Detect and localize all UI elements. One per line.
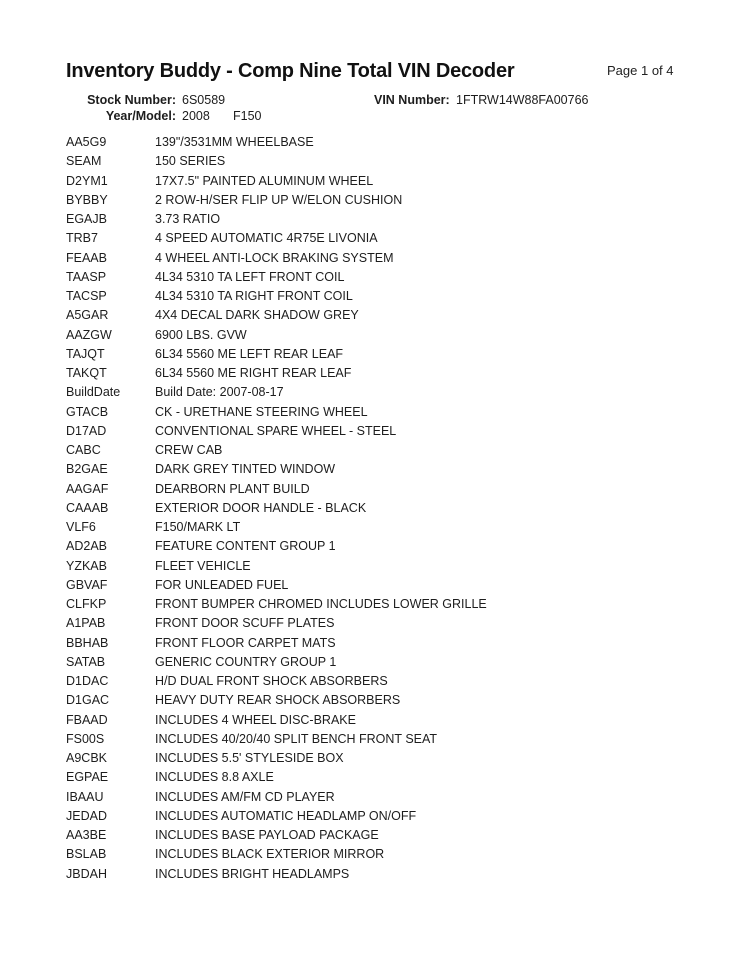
option-row (66, 826, 706, 845)
option-code: CLFKP (66, 597, 107, 611)
option-description: FOR UNLEADED FUEL (155, 577, 289, 592)
option-description: INCLUDES 5.5' STYLESIDE BOX (155, 751, 344, 765)
page-indicator: Page 1 of 4 (607, 63, 674, 78)
option-row (66, 730, 706, 749)
option-row (66, 749, 706, 768)
option-row (66, 152, 706, 171)
option-code: TAKQT (66, 366, 107, 380)
option-row (66, 345, 706, 364)
option-description: INCLUDES 4 WHEEL DISC-BRAKE (155, 712, 356, 727)
option-description: FRONT BUMPER CHROMED INCLUDES LOWER GRILLE (155, 597, 487, 611)
option-row (66, 326, 706, 345)
option-description: F150/MARK LT (155, 520, 241, 534)
option-row (66, 537, 706, 556)
option-description: 6900 LBS. GVW (155, 327, 247, 342)
option-description: CK - URETHANE STEERING WHEEL (155, 404, 368, 419)
option-row (66, 422, 706, 441)
option-row (66, 557, 706, 576)
option-code: EGAJB (66, 212, 107, 226)
option-description: 2 ROW-H/SER FLIP UP W/ELON CUSHION (155, 192, 403, 207)
option-codes-list (66, 133, 706, 884)
option-row (66, 518, 706, 537)
option-row (66, 364, 706, 383)
option-code: TAJQT (66, 346, 105, 361)
option-row (66, 403, 706, 422)
option-code: TACSP (66, 289, 107, 303)
option-code: JBDAH (66, 866, 107, 881)
option-row (66, 711, 706, 730)
option-description: FRONT DOOR SCUFF PLATES (155, 616, 335, 631)
option-row (66, 807, 706, 826)
option-description: INCLUDES BASE PAYLOAD PACKAGE (155, 828, 379, 842)
option-row (66, 634, 706, 653)
option-description: INCLUDES BLACK EXTERIOR MIRROR (155, 847, 385, 862)
option-row (66, 768, 706, 787)
option-row (66, 499, 706, 518)
option-description: CONVENTIONAL SPARE WHEEL - STEEL (155, 423, 397, 438)
option-code: SEAM (66, 154, 102, 169)
option-code: GBVAF (66, 577, 108, 592)
option-description: HEAVY DUTY REAR SHOCK ABSORBERS (155, 693, 401, 708)
option-row (66, 133, 706, 152)
option-description: 4X4 DECAL DARK SHADOW GREY (155, 308, 359, 323)
option-description: FLEET VEHICLE (155, 558, 251, 573)
option-code: VLF6 (66, 520, 96, 534)
option-row (66, 249, 706, 268)
option-row (66, 191, 706, 210)
option-code: AA5G9 (66, 135, 107, 149)
option-row (66, 172, 706, 191)
year-value: 2008 (182, 109, 210, 123)
option-row (66, 229, 706, 248)
option-description: 6L34 5560 ME LEFT REAR LEAF (155, 346, 344, 361)
option-row (66, 788, 706, 807)
option-code: CABC (66, 443, 101, 457)
option-description: FRONT FLOOR CARPET MATS (155, 635, 336, 650)
option-row (66, 576, 706, 595)
option-code: FEAAB (66, 250, 107, 265)
option-description: INCLUDES BRIGHT HEADLAMPS (155, 866, 350, 881)
option-description: 4L34 5310 TA RIGHT FRONT COIL (155, 289, 353, 303)
option-description: INCLUDES AUTOMATIC HEADLAMP ON/OFF (155, 808, 417, 823)
option-description: INCLUDES AM/FM CD PLAYER (155, 789, 335, 804)
option-row (66, 306, 706, 325)
option-row (66, 210, 706, 229)
option-code: D1DAC (66, 674, 109, 688)
option-code: BSLAB (66, 847, 107, 862)
option-description: Build Date: 2007-08-17 (155, 385, 284, 400)
option-description: CREW CAB (155, 443, 223, 457)
option-code: AD2AB (66, 539, 107, 554)
option-row (66, 691, 706, 710)
option-code: FBAAD (66, 712, 108, 727)
option-code: A5GAR (66, 308, 109, 323)
option-code: FS00S (66, 731, 105, 746)
option-code: GTACB (66, 404, 109, 419)
option-code: BBHAB (66, 635, 109, 650)
option-code: TAASP (66, 269, 107, 284)
option-code: SATAB (66, 654, 106, 669)
option-description: 150 SERIES (155, 154, 226, 169)
option-row (66, 865, 706, 884)
option-row (66, 480, 706, 499)
option-description: H/D DUAL FRONT SHOCK ABSORBERS (155, 674, 388, 688)
option-row (66, 672, 706, 691)
option-description: 17X7.5" PAINTED ALUMINUM WHEEL (155, 173, 374, 188)
option-code: AAZGW (66, 327, 112, 342)
option-row (66, 287, 706, 306)
stock-number-label: Stock Number: (87, 93, 176, 107)
option-row (66, 268, 706, 287)
option-description: FEATURE CONTENT GROUP 1 (155, 539, 336, 554)
stock-number-value: 6S0589 (182, 93, 226, 107)
option-code: AAGAF (66, 481, 109, 496)
option-code: EGPAE (66, 770, 109, 785)
year-model-label: Year/Model: (105, 109, 176, 123)
option-code: TRB7 (66, 231, 98, 246)
option-description: 139"/3531MM WHEELBASE (155, 135, 314, 149)
option-description: INCLUDES 8.8 AXLE (155, 770, 274, 785)
option-row (66, 441, 706, 460)
option-description: 4 WHEEL ANTI-LOCK BRAKING SYSTEM (155, 250, 394, 265)
option-code: IBAAU (66, 789, 104, 804)
option-row (66, 383, 706, 402)
option-description: DARK GREY TINTED WINDOW (155, 462, 336, 477)
option-code: D2YM1 (66, 173, 108, 188)
option-code: AA3BE (66, 828, 107, 842)
model-value: F150 (233, 109, 262, 123)
option-row (66, 653, 706, 672)
option-description: GENERIC COUNTRY GROUP 1 (155, 654, 337, 669)
page-title: Inventory Buddy - Comp Nine Total VIN Decoder (66, 60, 515, 82)
option-description: 4 SPEED AUTOMATIC 4R75E LIVONIA (155, 231, 378, 246)
option-description: INCLUDES 40/20/40 SPLIT BENCH FRONT SEAT (155, 731, 438, 746)
option-code: BuildDate (66, 385, 121, 400)
option-code: JEDAD (66, 808, 107, 823)
option-code: YZKAB (66, 558, 107, 573)
option-code: D1GAC (66, 693, 110, 708)
option-description: 6L34 5560 ME RIGHT REAR LEAF (155, 366, 352, 380)
option-row (66, 595, 706, 614)
option-description: 4L34 5310 TA LEFT FRONT COIL (155, 269, 345, 284)
vin-number-label: VIN Number: (374, 93, 450, 107)
vin-number-value: 1FTRW14W88FA00766 (456, 93, 589, 107)
option-row (66, 460, 706, 479)
option-code: D17AD (66, 423, 107, 438)
option-code: BYBBY (66, 192, 108, 207)
option-code: A1PAB (66, 616, 106, 631)
option-code: CAAAB (66, 500, 109, 515)
option-row (66, 845, 706, 864)
option-description: EXTERIOR DOOR HANDLE - BLACK (155, 500, 367, 515)
option-row (66, 614, 706, 633)
option-description: DEARBORN PLANT BUILD (155, 481, 310, 496)
option-description: 3.73 RATIO (155, 212, 221, 226)
option-code: A9CBK (66, 751, 107, 765)
option-code: B2GAE (66, 462, 108, 477)
